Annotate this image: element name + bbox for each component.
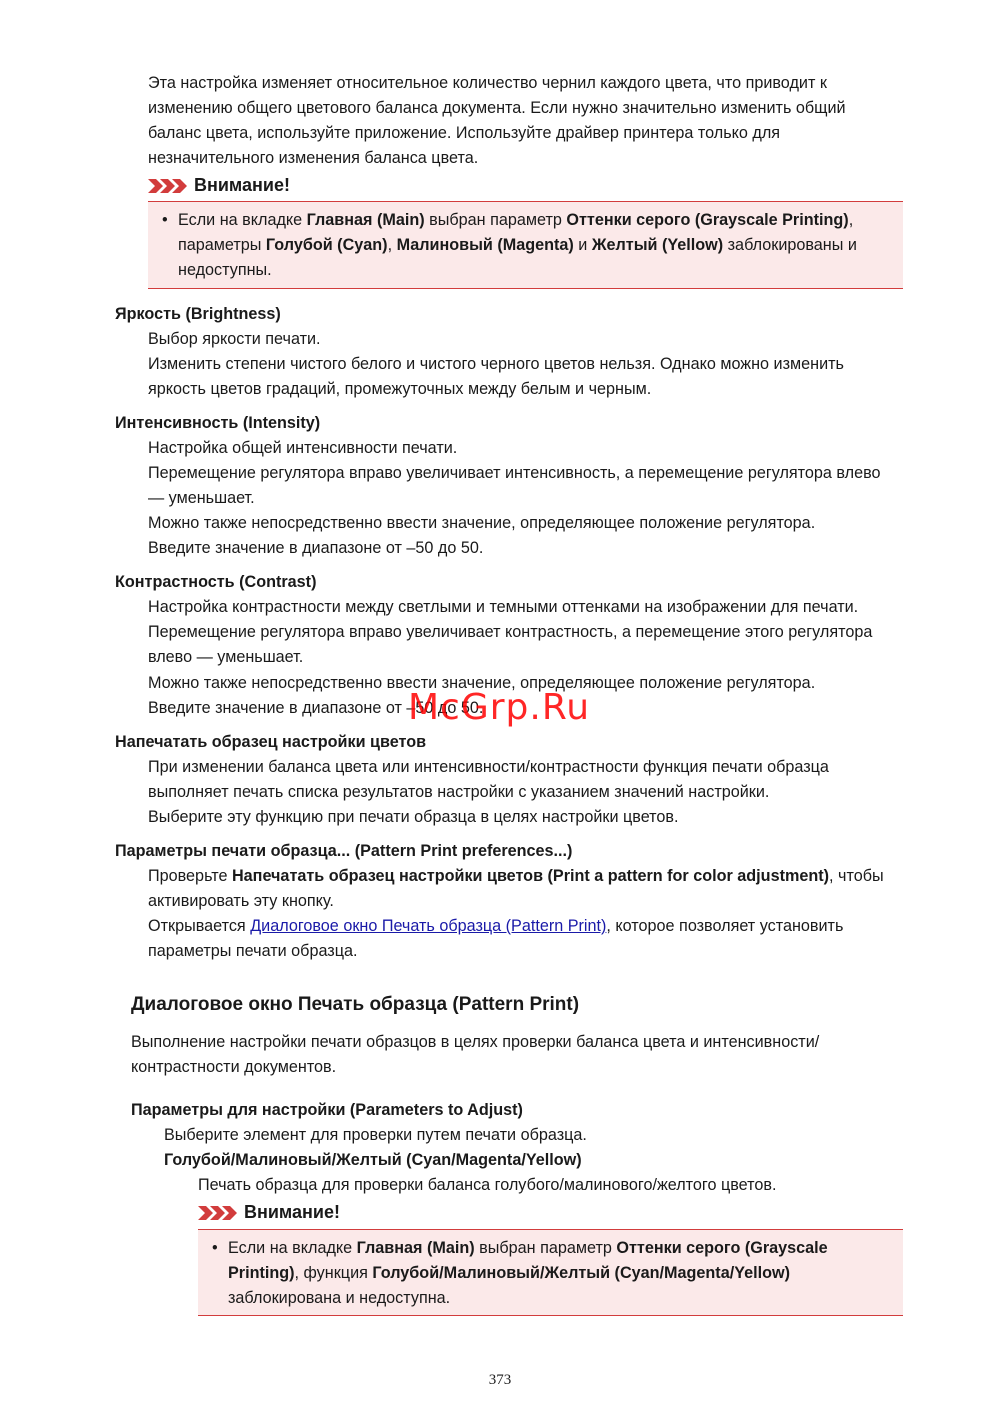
watermark: McGrp.Ru <box>408 687 591 728</box>
pattern-preferences-desc-2: Открывается Диалоговое окно Печать образца (Pattern Print), которое позволяет установить параметры печати образца. <box>148 917 844 960</box>
warning-text: Если на вкладке Главная (Main) выбран параметр Оттенки серого (Grayscale Printing), параметры Голубой (Cyan), Малиновый (Magenta) и Желтый (Yellow) заблокированы и недоступны. <box>178 211 857 279</box>
warning-box <box>198 1229 903 1316</box>
section-heading: Диалоговое окно Печать образца (Pattern Print) <box>131 994 580 1015</box>
warning-title: Внимание! <box>244 1202 340 1222</box>
term-brightness: Яркость (Brightness) <box>115 305 281 323</box>
parameters-desc: Выберите элемент для проверки путем печати образца. <box>164 1126 587 1144</box>
print-pattern-desc-2: Выберите эту функцию при печати образца в целях настройки цветов. <box>148 808 679 826</box>
contrast-desc-4: Введите значение в диапазоне от –50 до 50. <box>148 699 484 717</box>
page-number: 373 <box>488 1372 512 1388</box>
warning-chevrons-icon <box>148 177 188 195</box>
intensity-desc-2: Перемещение регулятора вправо увеличивает интенсивность, а перемещение регулятора влево — уменьшает. <box>148 464 881 507</box>
section-intro: Выполнение настройки печати образцов в целях проверки баланса цвета и интенсивности/ контрастности документов. <box>131 1033 820 1076</box>
bullet-icon: • <box>162 211 168 229</box>
term-contrast: Контрастность (Contrast) <box>115 573 317 591</box>
intensity-desc-4: Введите значение в диапазоне от –50 до 50. <box>148 539 484 557</box>
intro-paragraph: Эта настройка изменяет относительное количество чернил каждого цвета, что приводит к изменению общего цветового баланса документа. Если нужно значительно изменить общий баланс цвета, используйте приложение. Используйте драйвер принтера только для незначительного изменения баланса цвета. <box>148 74 846 167</box>
warning-heading <box>148 173 290 198</box>
term-print-pattern: Напечатать образец настройки цветов <box>115 733 427 751</box>
term-parameters-to-adjust: Параметры для настройки (Parameters to Adjust) <box>131 1101 523 1119</box>
warning-item <box>162 208 887 283</box>
term-intensity: Интенсивность (Intensity) <box>115 414 321 432</box>
print-pattern-desc-1: При изменении баланса цвета или интенсивности/контрастности функция печати образца выполняет печать списка результатов настройки с указанием значений настройки. <box>148 758 829 801</box>
pattern-print-dialog-link[interactable]: Диалоговое окно Печать образца (Pattern Print) <box>250 917 607 935</box>
warning-item <box>212 1236 887 1311</box>
term-pattern-preferences: Параметры печати образца... (Pattern Print preferences...) <box>115 842 573 860</box>
term-cmy: Голубой/Малиновый/Желтый (Cyan/Magenta/Yellow) <box>164 1151 582 1169</box>
warning-heading <box>198 1200 340 1225</box>
warning-title: Внимание! <box>194 175 290 195</box>
brightness-desc-1: Выбор яркости печати. <box>148 330 321 348</box>
contrast-desc-3: Можно также непосредственно ввести значение, определяющее положение регулятора. <box>148 674 816 692</box>
pattern-preferences-desc-1: Проверьте Напечатать образец настройки цветов (Print a pattern for color adjustment), чтобы активировать эту кнопку. <box>148 867 884 910</box>
warning-text: Если на вкладке Главная (Main) выбран параметр Оттенки серого (Grayscale Printing), функция Голубой/Малиновый/Желтый (Cyan/Magenta/Yellow) заблокирована и недоступна. <box>228 1239 828 1307</box>
warning-box <box>148 201 903 289</box>
contrast-desc-1: Настройка контрастности между светлыми и темными оттенками на изображении для печати. <box>148 598 859 616</box>
contrast-desc-2: Перемещение регулятора вправо увеличивает контрастность, а перемещение этого регулятора влево — уменьшает. <box>148 623 873 666</box>
intensity-desc-3: Можно также непосредственно ввести значение, определяющее положение регулятора. <box>148 514 816 532</box>
intensity-desc-1: Настройка общей интенсивности печати. <box>148 439 458 457</box>
bullet-icon: • <box>212 1239 218 1257</box>
warning-chevrons-icon <box>198 1204 238 1222</box>
cmy-desc: Печать образца для проверки баланса голубого/малинового/желтого цветов. <box>198 1176 777 1194</box>
brightness-desc-2: Изменить степени чистого белого и чистого черного цветов нельзя. Однако можно изменить яркость цветов градаций, промежуточных между белым и черным. <box>148 355 844 398</box>
